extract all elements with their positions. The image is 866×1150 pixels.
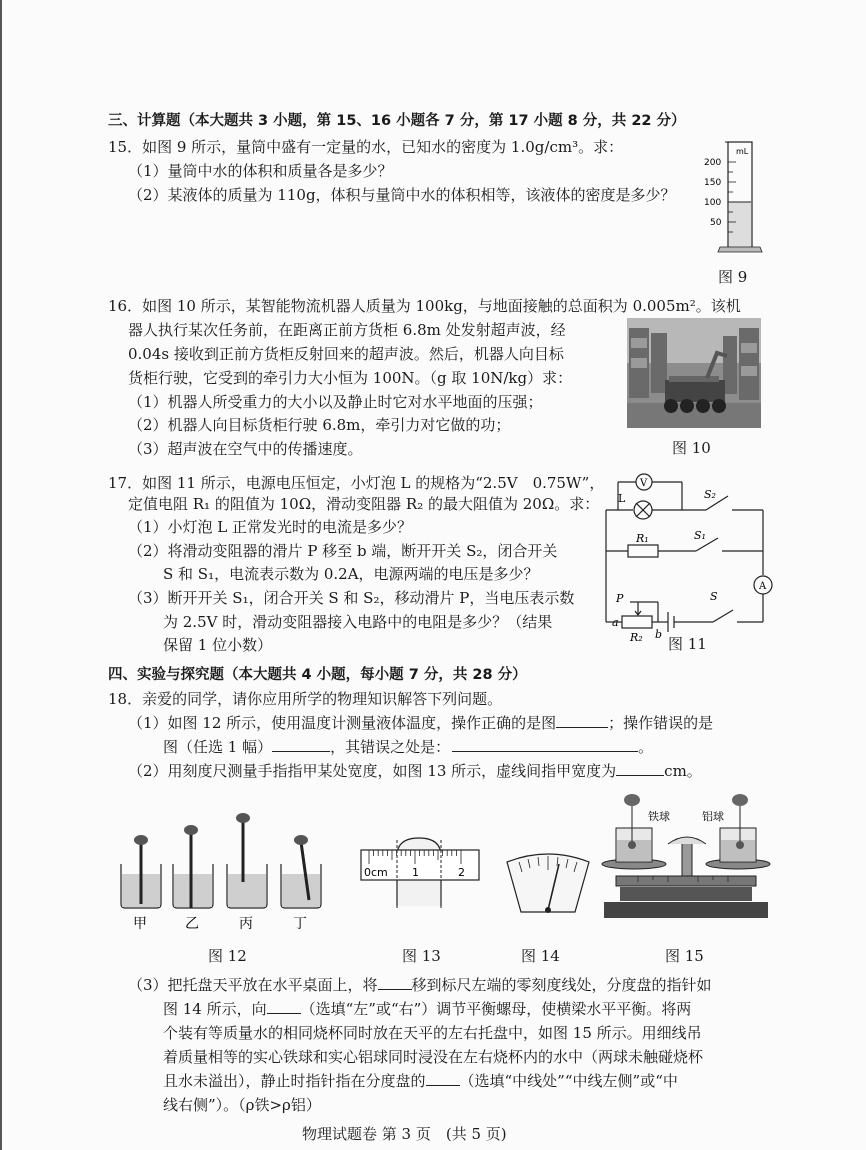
q16-part3: （3）超声波在空气中的传播速度。	[128, 440, 363, 458]
cylinder-unit-label: mL	[736, 147, 749, 156]
q18-p2b: cm。	[664, 762, 702, 780]
cylinder-tick-200: 200	[704, 158, 722, 168]
answer-blank	[378, 975, 412, 990]
q18-p3b: 移到标尺左端的零刻度线处，分度盘的指针如	[411, 976, 712, 994]
q17-line1: 17．如图 11 所示，电源电压恒定，小灯泡 L 的规格为“2.5V 0.75W”，	[108, 474, 605, 492]
answer-blank	[556, 713, 608, 728]
q17-part3c: 保留 1 位小数）	[163, 636, 273, 654]
fig13-caption: 图 13	[402, 947, 441, 965]
robot-photo	[627, 318, 761, 428]
fig15-caption: 图 15	[665, 947, 704, 965]
q18-p3a: （3）把托盘天平放在水平桌面上，将	[128, 976, 378, 994]
q18-p1c: 图（任选 1 幅）	[163, 738, 273, 756]
ruler-one-label: 1	[412, 866, 419, 879]
answer-blank	[272, 737, 330, 752]
q18-part1-line1	[128, 713, 713, 733]
q17-part2b: S 和 S₁，电流表示数为 0.2A，电源两端的电压是多少？	[163, 565, 539, 583]
q18-p1b: ；操作错误的是	[608, 714, 714, 732]
q16-line4: 货柜行驶，它受到的牵引力大小恒为 100N。（g 取 10N/kg）求：	[128, 369, 573, 387]
measuring-cylinder-figure	[696, 132, 766, 257]
switch-s-label: S	[710, 590, 718, 603]
q16-part2: （2）机器人向目标货柜行驶 6.8m，牵引力对它做的功；	[128, 416, 511, 434]
q18-p3h: （选填“中线处”“中线左侧”或“中	[459, 1072, 678, 1090]
q16-line1: 16．如图 10 所示，某智能物流机器人质量为 100kg，与地面接触的总面积为 0.005m²。该机	[108, 297, 741, 315]
answer-blank	[267, 999, 301, 1014]
q18-p1a: （1）如图 12 所示，使用温度计测量液体温度，操作正确的是图	[128, 714, 557, 732]
beaker-bing-label: 丙	[239, 916, 253, 932]
q17-part3a: （3）断开开关 S₁，闭合开关 S 和 S₂，移动滑片 P，当电压表示数	[128, 589, 575, 607]
q18-part2	[128, 761, 702, 781]
q18-p3c: 图 14 所示，向	[163, 1000, 267, 1018]
q18-part3-line1	[128, 975, 712, 995]
answer-blank	[616, 761, 664, 776]
q17-part2a: （2）将滑动变阻器的滑片 P 移至 b 端，断开开关 S₂，闭合开关	[128, 542, 558, 560]
q18-part3-line6: 线右侧”）。（ρ铁>ρ铝）	[163, 1096, 321, 1114]
iron-ball-label: 铁球	[648, 810, 670, 823]
cylinder-tick-100: 100	[704, 198, 722, 208]
q18-part3-line2	[163, 999, 691, 1019]
q17-part1: （1）小灯泡 L 正常发光时的电流是多少？	[128, 518, 413, 536]
fig10-caption: 图 10	[672, 439, 711, 457]
switch-s2-label: S₂	[704, 488, 716, 501]
q16-line2: 器人执行某次任务前，在距离正前方货柜 6.8m 处发射超声波，经	[128, 321, 566, 339]
fig12-caption: 图 12	[208, 947, 247, 965]
section4-heading: 四、实验与探究题（本大题共 4 小题，每小题 7 分，共 28 分）	[108, 667, 527, 683]
fig11-caption: 图 11	[668, 635, 707, 653]
q18-p1d: ，其错误之处是：	[330, 738, 451, 756]
section3-heading: 三、计算题（本大题共 3 小题，第 15、16 小题各 7 分，第 17 小题 8 分，共 22 分）	[108, 113, 686, 129]
beaker-jia-label: 甲	[133, 916, 147, 932]
r2-label: R₂	[630, 631, 643, 644]
voltmeter-label: V	[640, 478, 648, 489]
cylinder-tick-50: 50	[710, 218, 722, 228]
aluminum-ball-label: 铝球	[702, 810, 724, 823]
answer-blank	[452, 737, 638, 752]
ammeter-label: A	[759, 581, 767, 592]
q17-line2: 定值电阻 R₁ 的阻值为 10Ω，滑动变阻器 R₂ 的最大阻值为 20Ω。求：	[128, 495, 600, 513]
r1-label: R₁	[636, 532, 649, 545]
terminal-b-label: b	[655, 628, 663, 641]
q15-part2: （2）某液体的质量为 110g，体积与量筒中水的体积相等，该液体的密度是多少？	[128, 186, 676, 204]
lamp-label: L	[618, 492, 626, 505]
q18-p1e: 。	[638, 738, 654, 756]
q16-line3: 0.04s 接收到正前方货柜反射回来的超声波。然后，机器人向目标	[128, 345, 564, 363]
q16-part1: （1）机器人所受重力的大小以及静止时它对水平地面的压强；	[128, 393, 543, 411]
ruler-zero-label: 0cm	[364, 866, 388, 879]
q18-part3-line4: 着质量相等的实心铁球和实心铝球同时浸没在左右烧杯内的水中（两球未触碰烧杯	[163, 1048, 704, 1066]
ruler-two-label: 2	[458, 866, 465, 879]
q15-stem: 15．如图 9 所示，量筒中盛有一定量的水，已知水的密度为 1.0g/cm³。求：	[108, 138, 624, 156]
q18-stem: 18．亲爱的同学，请你应用所学的物理知识解答下列问题。	[108, 690, 503, 708]
q18-part3-line5	[163, 1071, 678, 1091]
q15-part1: （1）量筒中水的体积和质量各是多少？	[128, 162, 393, 180]
q18-p3d: （选填“左”或“右”）调节平衡螺母，使横梁水平平衡。将两	[300, 1000, 692, 1018]
fig14-caption: 图 14	[521, 947, 560, 965]
fig9-caption: 图 9	[718, 268, 748, 286]
q18-p2a: （2）用刻度尺测量手指指甲某处宽度，如图 13 所示，虚线间指甲宽度为	[128, 762, 617, 780]
q17-part3b: 为 2.5V 时，滑动变阻器接入电路中的电阻是多少？（结果	[163, 613, 553, 631]
q18-p3g: 且水未溢出），静止时指针指在分度盘的	[163, 1072, 426, 1090]
balance-dial-figure	[503, 840, 593, 920]
page-edge	[0, 0, 2, 1150]
q18-part1-line2	[163, 737, 653, 757]
page-footer: 物理试题卷 第 3 页 (共 5 页)	[302, 1125, 507, 1143]
ruler-fingernail-figure	[355, 826, 485, 916]
slider-p-label: P	[616, 592, 624, 605]
q18-part3-line3: 个装有等质量水的相同烧杯同时放在天平的左右托盘中，如图 15 所示。用细线吊	[163, 1024, 702, 1042]
switch-s1-label: S₁	[694, 529, 706, 542]
balance-beakers-figure	[598, 792, 774, 922]
thermometer-beakers-figure	[115, 812, 330, 932]
terminal-a-label: a	[612, 616, 619, 629]
answer-blank	[426, 1071, 460, 1086]
beaker-ding-label: 丁	[293, 916, 307, 932]
beaker-yi-label: 乙	[185, 916, 199, 932]
cylinder-tick-150: 150	[704, 178, 722, 188]
